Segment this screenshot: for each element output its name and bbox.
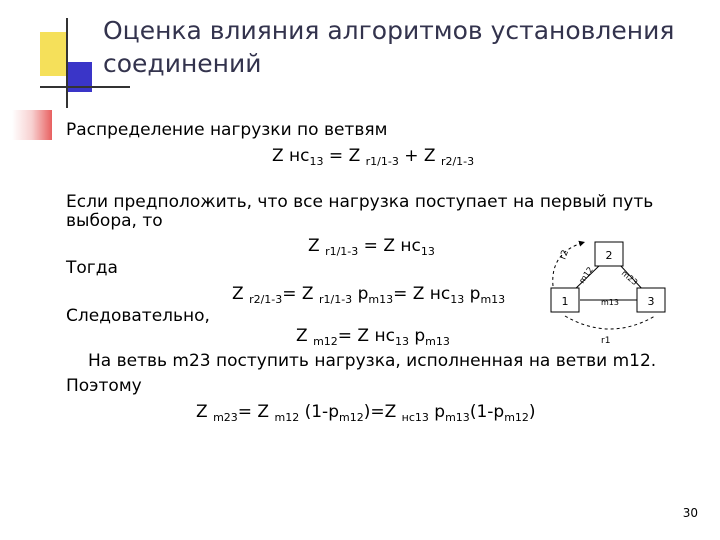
slide-title: Оценка влияния алгоритмов установления соединений bbox=[103, 16, 675, 78]
node-3-label: 3 bbox=[647, 295, 655, 308]
text-distribution: Распределение нагрузки по ветвям bbox=[66, 120, 388, 140]
edge-m12-label: m12 bbox=[577, 265, 595, 286]
decor-vertical-line bbox=[66, 18, 68, 108]
text-therefore: Поэтому bbox=[66, 376, 142, 396]
text-if-assume-1: Если предположить, что все нагрузка поступает на первый путь bbox=[66, 192, 654, 212]
network-diagram bbox=[535, 222, 685, 352]
text-consequently: Следовательно, bbox=[66, 306, 210, 326]
formula-1: Z $нс_{13} = Z$ $_{r1/1-3}$ + Z $_{r2/1-3}$ bbox=[272, 146, 475, 168]
decor-yellow-square bbox=[40, 32, 68, 76]
formula-4: Z $_{m12}$= Z $нс_{13}$ $p_{m13}$ bbox=[296, 326, 450, 348]
edge-m23-label: m23 bbox=[619, 268, 640, 288]
arc-bottom bbox=[565, 316, 655, 329]
formula-2: Z $_{r1/1-3}$ = Z $нс_{13}$ bbox=[308, 236, 435, 258]
formula-3: Z $_{r2/1-3}$= Z $_{r1/1-3}$ $p_{m13}= Z$ $нс_{13}$ $p_{m13}$ bbox=[232, 284, 506, 306]
bullet-marker bbox=[12, 110, 52, 140]
text-then: Тогда bbox=[66, 258, 118, 278]
decor-horizontal-line bbox=[40, 86, 130, 88]
edge-r2-label: r2 bbox=[558, 248, 572, 262]
text-if-assume-2: выбора, то bbox=[66, 211, 163, 231]
node-2-label: 2 bbox=[605, 249, 613, 262]
formula-5: Z $_{m23}$= Z $_{m12}$ $(1-p_{m12})=Z$ $_{нс13}$ $p_{m13}(1-p_{m12})$ bbox=[196, 402, 536, 424]
node-1-label: 1 bbox=[561, 295, 569, 308]
edge-m13-label: m13 bbox=[601, 298, 619, 307]
edge-r1-label: r1 bbox=[601, 336, 611, 346]
text-branch-m23: На ветвь m23 поступить нагрузка, исполненная на ветви m12. bbox=[88, 351, 657, 371]
slide-number: 30 bbox=[682, 506, 698, 520]
